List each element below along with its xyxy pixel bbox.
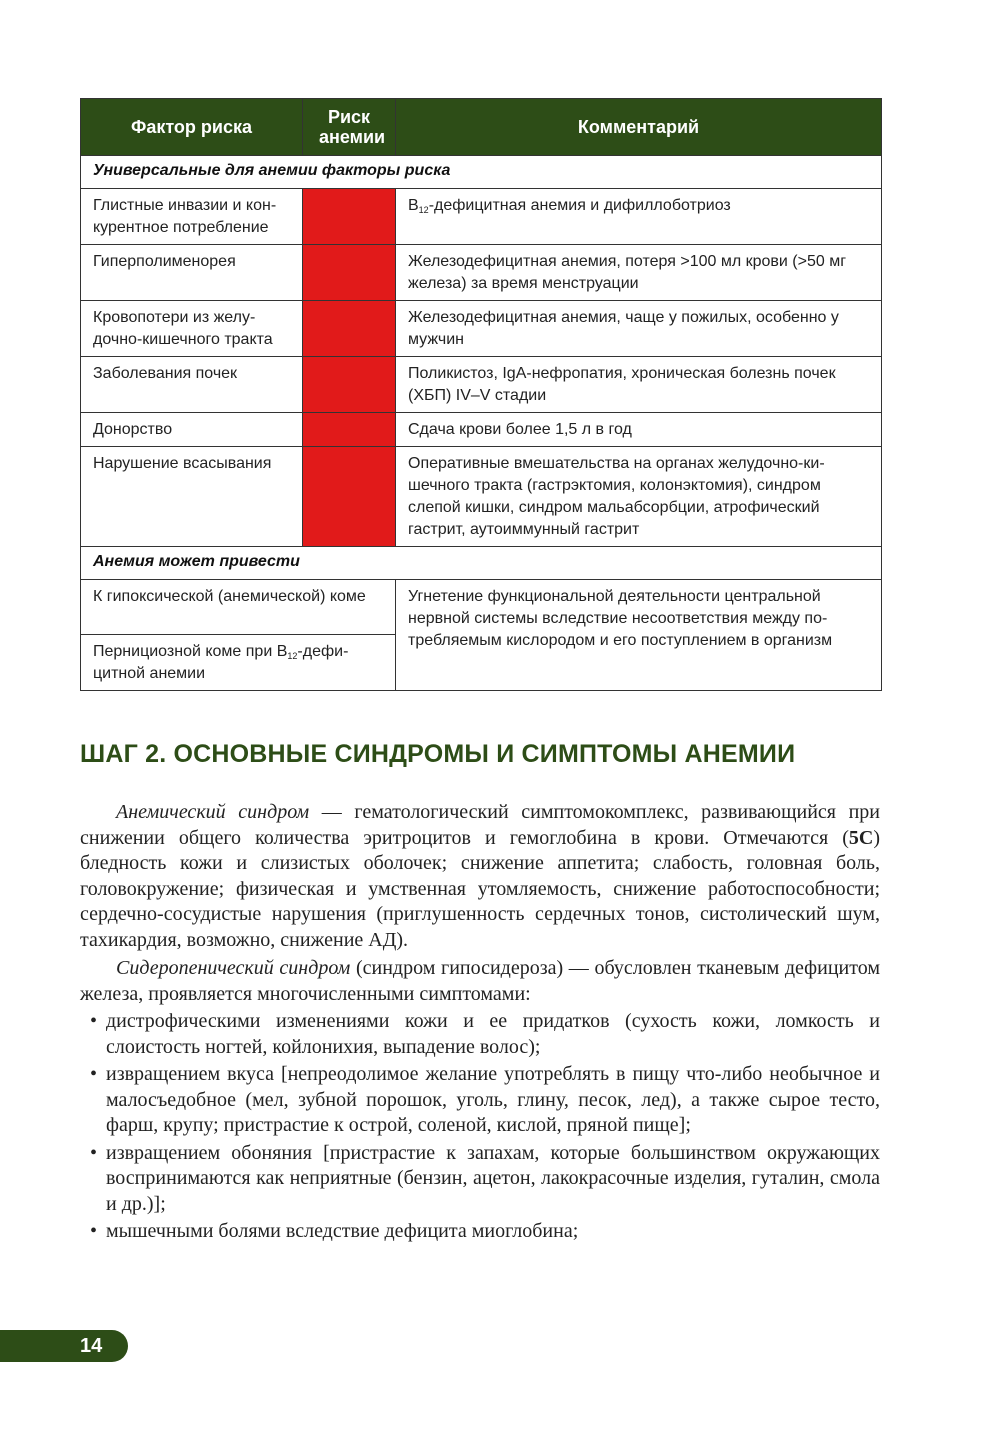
table-row [81,580,882,635]
header-comment: Комментарий [396,99,882,156]
section-title-consequences: Анемия может привести [81,547,882,580]
bullet-icon: • [90,1141,98,1164]
risk-indicator [303,245,396,301]
factor-cell: Донорство [81,413,303,447]
risk-indicator [303,447,396,547]
symptom-list [80,1009,880,1245]
table-row [81,301,882,357]
comment-cell: Поликистоз, IgA-нефропатия, хроническая болезнь почек (ХБП) IV–V стадии [396,357,882,413]
factor-cell: К гипоксической (анемической) коме [81,580,396,635]
bullet-icon: • [90,1220,98,1242]
comment-cell: Оперативные вмешательства на органах желудочно-ки-шечного тракта (гастрэктомия, колонэктомия), синдром слепой кишки, синдром мальабсорбции, атрофический гастрит, аутоиммунный гастрит [396,447,882,547]
paragraph-sideropenic-syndrome: Сидеропенический синдром (синдром гипосидероза) — обусловлен тканевым дефицитом железа, проявляется многочисленными симптомами: [80,957,880,1005]
header-risk: Риск анемии [303,99,396,156]
risk-indicator [303,189,396,245]
bullet-icon: • [90,1063,98,1085]
comment-cell: Угнетение функциональной деятельности центральной нервной системы вследствие несоответствия между по-требляемым кислородом и его поступлением в организм [396,580,882,691]
section-row [81,156,882,189]
factor-cell: Пернициозной коме при $B_{12}-дефи$-цитной анемии [81,635,396,691]
page-number-tab [0,1330,128,1362]
factor-cell: Нарушение всасывания [81,447,303,547]
comment-cell: Сдача крови более 1,5 л в год [396,413,882,447]
factor-cell: Гиперполименорея [81,245,303,301]
table-row [81,357,882,413]
factor-cell: Глистные инвазии и кон-курентное потребление [81,189,303,245]
term-anemic-syndrome: Анемический синдром [116,801,310,823]
term-sideropenic-syndrome: Сидеропенический синдром [116,957,351,979]
section-heading: ШАГ 2. ОСНОВНЫЕ СИНДРОМЫ И СИМПТОМЫ АНЕМИИ [80,740,796,768]
list-item: • извращением обоняния [пристрастие к запахам, которые большинством окружающих воспринимаются как неприятные (бензин, ацетон, лакокрасочные изделия, гуталин, смола и др.)]; [90,1141,880,1215]
list-item: • извращением вкуса [непреодолимое желание употреблять в пищу что-либо необычное и малосъедобное (мел, зубной порошок, уголь, глину, песок, лед), а также сырое тесто, фарш, крупу; пристрастие к острой, соленой, кислой, пряной пище]; [90,1063,880,1136]
risk-indicator [303,301,396,357]
comment-cell: Железодефицитная анемия, чаще у пожилых, особенно у мужчин [396,301,882,357]
page-number: 14 [80,1335,103,1357]
table-row [81,413,882,447]
table-row [81,189,882,245]
bullet-icon: • [90,1010,98,1032]
comment-cell: $B_{12}$-дефицитная анемия и дифиллоботриоз [396,189,882,245]
paragraph-anemic-syndrome: Анемический синдром — гематологический симптомокомплекс, развивающийся при снижении общего количества эритроцитов и гемоглобина в крови. Отмечаются (5С) бледность кожи и слизистых оболочек; снижение аппетита; слабость, головная боль, головокружение; физическая и умственная утомляемость, снижение работоспособности; сердечно-сосудистые нарушения (приглушенность сердечных тонов, систолический шум, тахикардия, возможно, снижение АД). [80,801,881,951]
risk-indicator [303,357,396,413]
risk-indicator [303,413,396,447]
table-row [81,245,882,301]
section-title-universal: Универсальные для анемии факторы риска [81,156,882,189]
risk-factors-table [80,98,882,691]
header-factor: Фактор риска [81,99,303,156]
list-item: • дистрофическими изменениями кожи и ее придатков (сухость кожи, ломкость и слоистость ногтей, койлонихия, выпадение волос); [90,1010,880,1058]
factor-cell: Кровопотери из желу-дочно-кишечного тракта [81,301,303,357]
comment-cell: Железодефицитная анемия, потеря >100 мл крови (>50 мг железа) за время менструации [396,245,882,301]
body-text [80,800,880,1245]
factor-cell: Заболевания почек [81,357,303,413]
table-header-row [81,99,882,156]
table-row [81,447,882,547]
section-row [81,547,882,580]
list-item: • мышечными болями вследствие дефицита миоглобина; [80,1219,880,1245]
